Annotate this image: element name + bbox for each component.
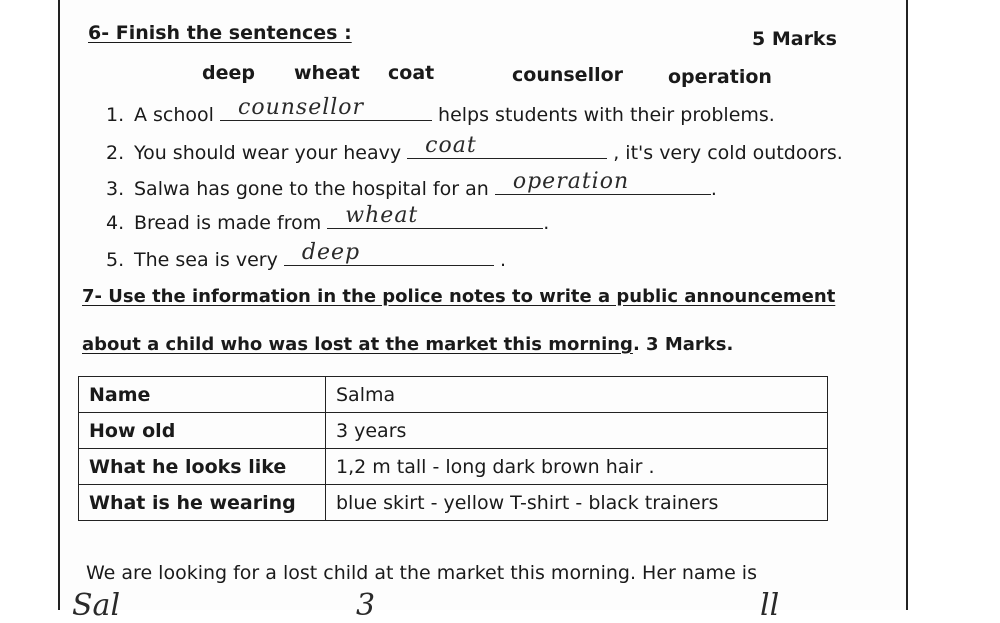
sentence-3 [106,169,717,200]
answer-blank[interactable] [495,169,711,195]
sentence-text-after: helps students with their problems. [438,104,775,126]
handwritten-fragment: 3 [356,588,376,623]
answer-blank[interactable] [284,240,494,266]
handwritten-answer: counsellor [238,95,365,120]
answer-blank[interactable] [407,133,607,159]
sentence-2 [106,133,843,164]
sentence-5 [106,240,506,271]
sentence-text-before: The sea is very [134,249,278,271]
table-value: 1,2 m tall - long dark brown hair . [326,449,828,485]
table-value: Salma [326,377,828,413]
handwritten-answer: wheat [345,203,419,228]
sentence-text-after: , it's very cold outdoors. [613,142,843,164]
sentence-text-after: . [543,212,550,234]
handwritten-answer: operation [512,169,630,194]
q6-marks: 5 Marks [752,28,837,50]
police-notes-table [78,376,828,521]
sentence-number: 1. [106,104,125,126]
worksheet-page [58,0,908,623]
sentence-text-after: . [499,249,506,271]
q7-instruction-line-1: 7- Use the information in the police notes to write a public announcement [82,286,836,307]
table-label: What he looks like [79,449,326,485]
sentence-text-before: You should wear your heavy [134,142,402,164]
word-bank-counsellor: counsellor [512,64,624,86]
sentence-text-before: A school [134,104,214,126]
table-label: What is he wearing [79,485,326,521]
q7-instruction-line-2 [82,334,733,355]
word-bank-deep: deep [202,62,255,84]
word-bank-wheat: wheat [294,62,360,84]
handwritten-answer: coat [425,133,477,158]
sentence-text-before: Salwa has gone to the hospital for an [134,178,489,200]
sentence-text-after: . [710,178,717,200]
table-row [79,413,828,449]
handwritten-answer: deep [301,240,361,265]
table-row [79,485,828,521]
q7-marks: . 3 Marks. [632,334,734,355]
q6-title: 6- Finish the sentences : [88,22,352,44]
table-label: How old [79,413,326,449]
handwritten-fragment: Sal [72,588,121,623]
sentence-1 [106,95,775,126]
sentence-number: 3. [106,178,125,200]
answer-blank[interactable] [327,203,543,229]
word-bank-coat: coat [388,62,435,84]
table-row [79,377,828,413]
sentence-4 [106,203,550,234]
table-value: blue skirt - yellow T-shirt - black trainers [326,485,828,521]
sentence-number: 5. [106,249,125,271]
q7-instruction-text: about a child who was lost at the market this morning [82,334,633,355]
table-value: 3 years [326,413,828,449]
announcement-start: We are looking for a lost child at the market this morning. Her name is [86,562,757,584]
sentence-text-before: Bread is made from [134,212,322,234]
sentence-number: 2. [106,142,125,164]
table-row [79,449,828,485]
table-label: Name [79,377,326,413]
word-bank-operation: operation [668,66,772,88]
handwritten-fragment: ll [760,588,780,623]
answer-blank[interactable] [220,95,432,121]
sentence-number: 4. [106,212,125,234]
